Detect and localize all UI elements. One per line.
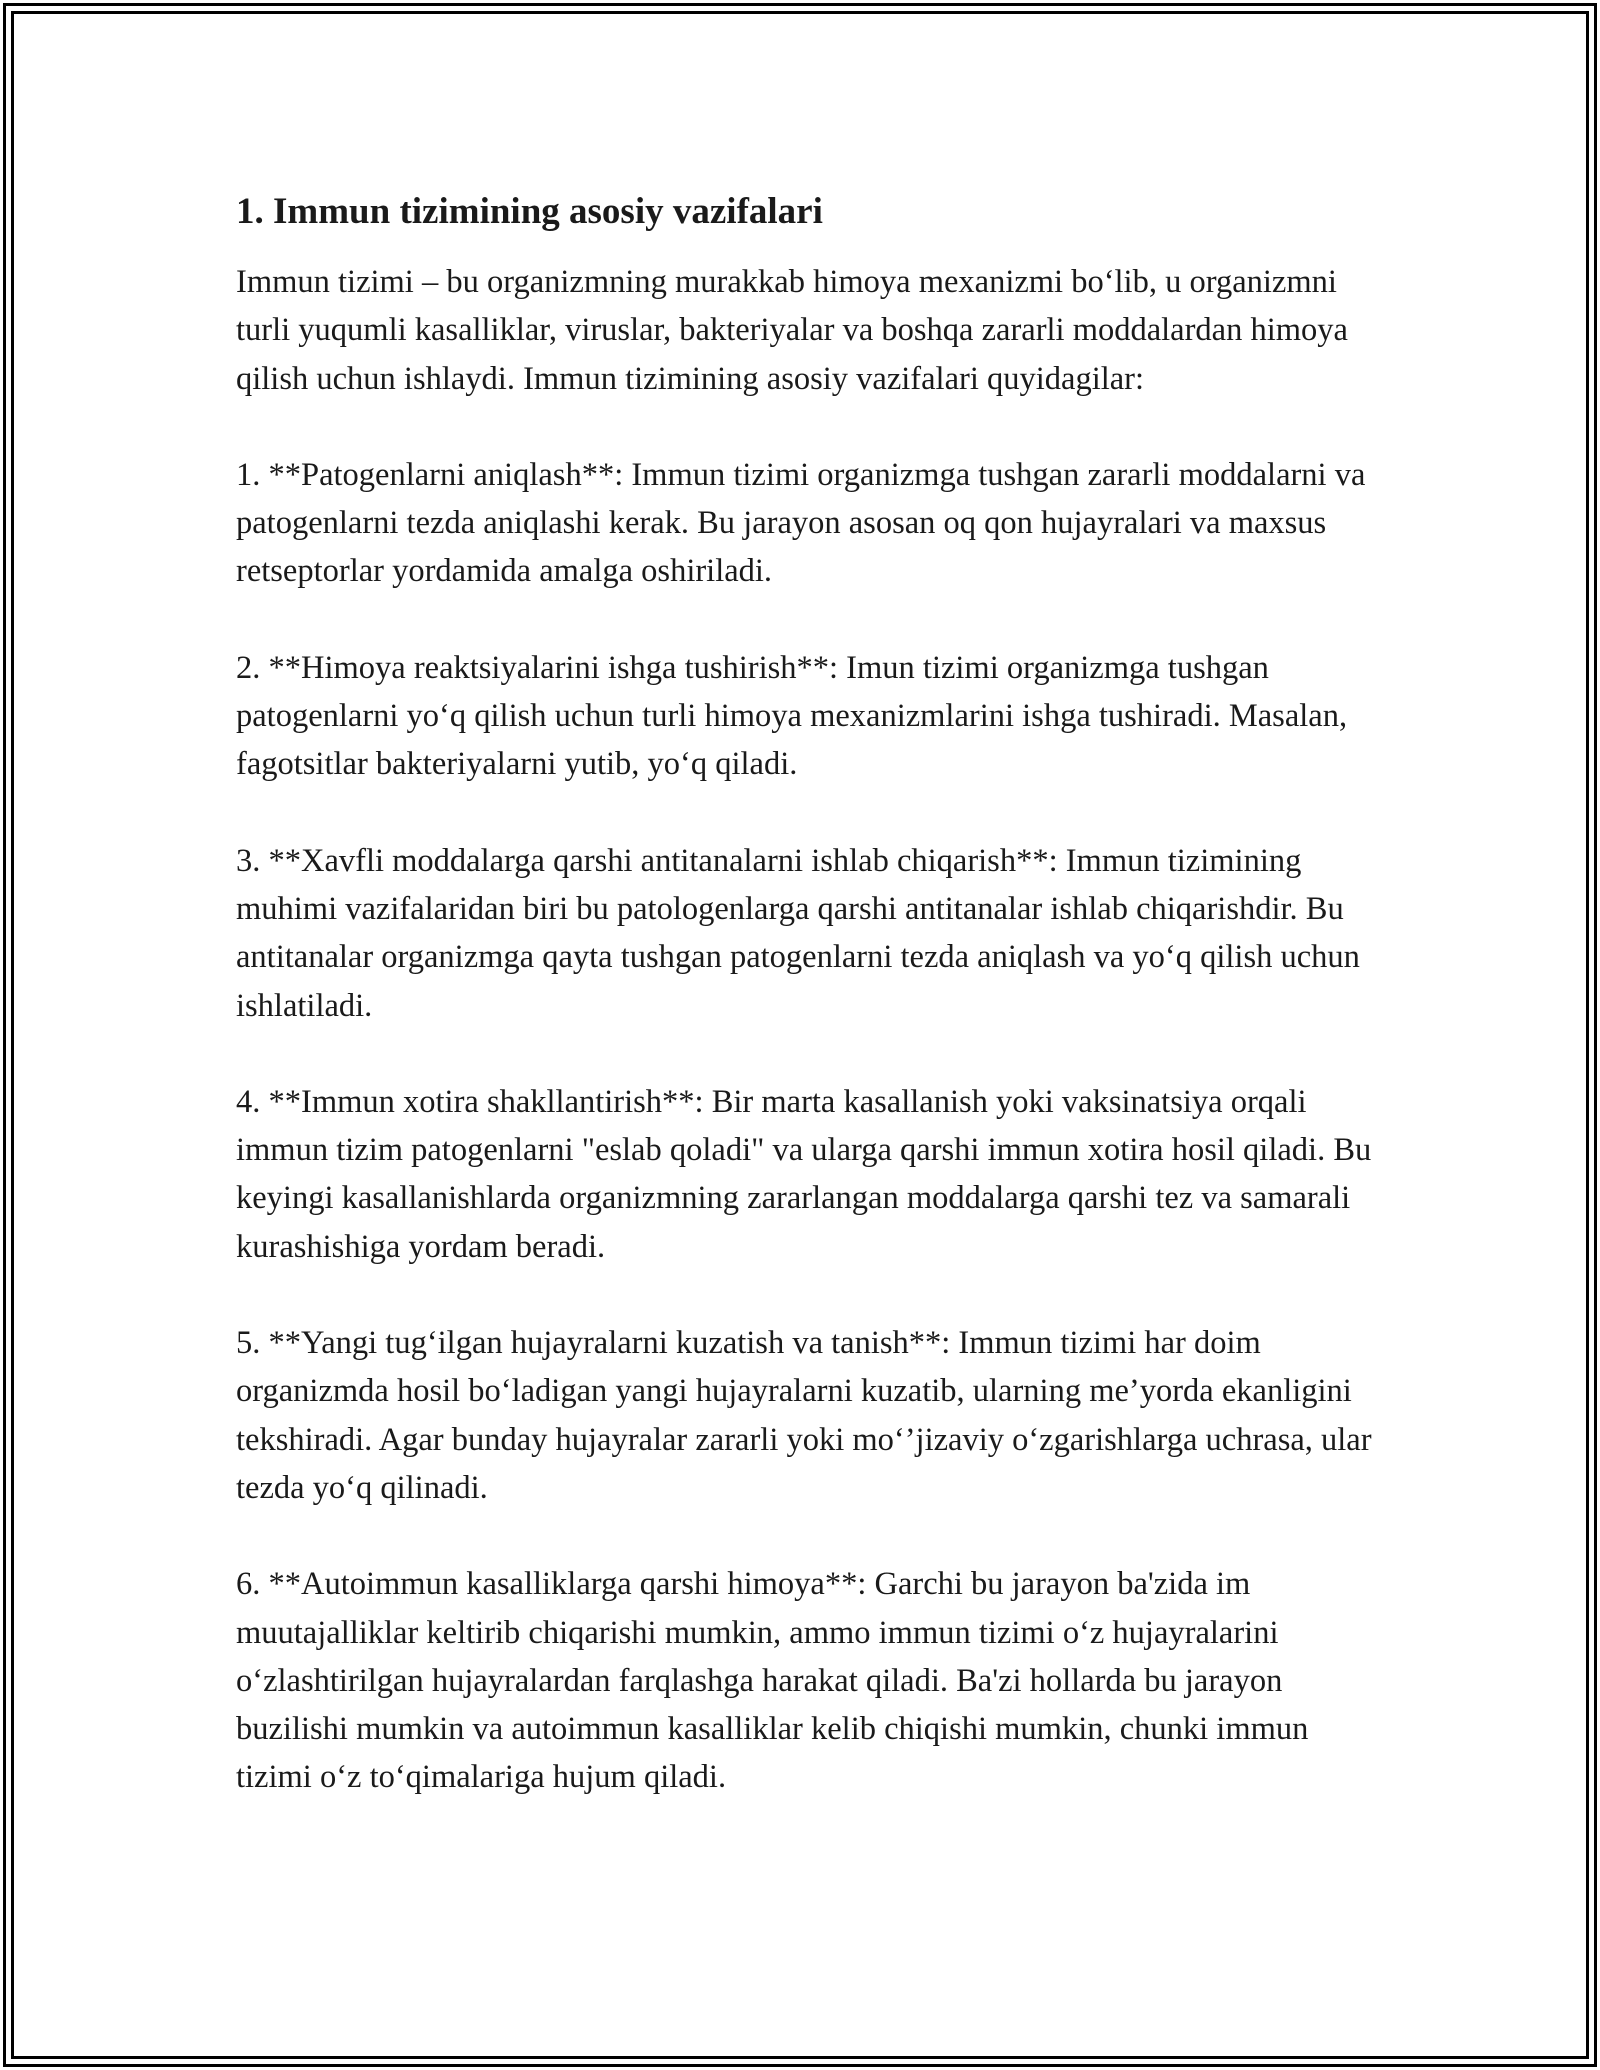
list-item-3: 3. **Xavfli moddalarga qarshi antitanalarni ishlab chiqarish**: Immun tizimining muhimi vazifalaridan biri bu patologenlarga qarshi antitanalar ishlab chiqarishdir. Bu antitanalar organizmga qayta tushgan patogenlarni tezda aniqlash va yo‘q qilish uchun ishlatiladi. <box>236 842 1360 1024</box>
list-item-6: 6. **Autoimmun kasalliklarga qarshi himoya**: Garchi bu jarayon ba'zida im muutajalliklar keltirib chiqarishi mumkin, ammo immun tizimi o‘z hujayralarini o‘zlashtirilgan hujayralardan farqlashga harakat qiladi. Ba'zi hollarda bu jarayon buzilishi mumkin va autoimmun kasalliklar kelib chiqishi mumkin, chunki immun tizimi o‘z to‘qimalariga hujum qiladi. <box>236 1566 1309 1796</box>
list-item-2: 2. **Himoya reaktsiyalarini ishga tushirish**: Imun tizimi organizmga tushgan patogenlarni yo‘q qilish uchun turli himoya mexanizmlarini ishga tushiradi. Masalan, fagotsitlar bakteriyalarni yutib, yo‘q qiladi. <box>236 649 1348 783</box>
section-heading: 1. Immun tizimining asosiy vazifalari <box>236 191 823 232</box>
list-item-4: 4. **Immun xotira shakllantirish**: Bir marta kasallanish yoki vaksinatsiya orqali immun tizim patogenlarni "eslab qoladi" va ularga qarshi immun xotira hosil qiladi. Bu keyingi kasallanishlarda organizmning zararlangan moddalarga qarshi tez va samarali kurashishiga yordam beradi. <box>236 1083 1372 1265</box>
intro-paragraph: Immun tizimi – bu organizmning murakkab himoya mexanizmi bo‘lib, u organizmni turli yuqumli kasalliklar, viruslar, bakteriyalar va boshqa zararli moddalardan himoya qilish uchun ishlaydi. Immun tizimining asosiy vazifalari quyidagilar: <box>236 264 1348 397</box>
list-item-1: 1. **Patogenlarni aniqlash**: Immun tizimi organizmga tushgan zararli moddalarni va patogenlarni tezda aniqlashi kerak. Bu jarayon asosan oq qon hujayralari va maxsus retseptorlar yordamida amalga oshiriladi. <box>236 456 1366 590</box>
list-item-5: 5. **Yangi tug‘ilgan hujayralarni kuzatish va tanish**: Immun tizimi har doim organizmda hosil bo‘ladigan yangi hujayralarni kuzatib, ularning me’yorda ekanligini tekshiradi. Agar bunday hujayralar zararli yoki mo‘’jizaviy o‘zgarishlarga uchrasa, ular tezda yo‘q qilinadi. <box>236 1325 1372 1506</box>
document-body <box>236 186 1386 1802</box>
